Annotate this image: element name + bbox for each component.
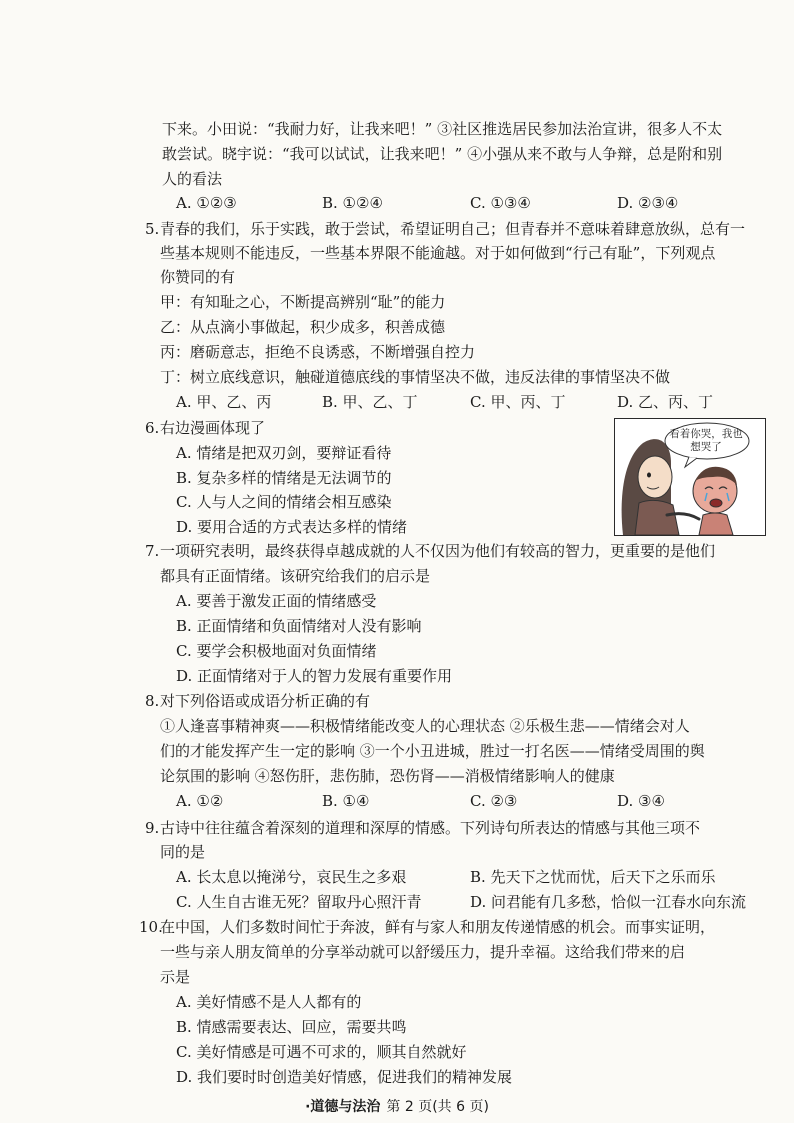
- q5-statement-jia: 甲：有知耻之心，不断提高辨别“耻”的能力: [160, 293, 446, 311]
- q4-continuation-line-3: 人的看法: [162, 170, 223, 188]
- q10-stem-line-1: 在中国，人们多数时间忙于奔波，鲜有与家人和朋友传递情感的机会。而事实证明，: [160, 918, 716, 936]
- q9-option-a: A. 长太息以掩涕兮，哀民生之多艰: [176, 868, 407, 886]
- q4-continuation-line-2: 敢尝试。晓宇说：“我可以试试，让我来吧！” ④小强从来不敢与人争辩，总是附和别: [162, 145, 723, 163]
- q9-stem-line-1: 古诗中往往蕴含着深刻的道理和深厚的情感。下列诗句所表达的情感与其他三项不: [160, 819, 701, 837]
- comic-speech-bubble: 看着你哭，我也想哭了: [669, 428, 743, 453]
- q8-stem: 对下列俗语或成语分析正确的有: [160, 692, 371, 710]
- q5-option-b: B. 甲、乙、丁: [322, 393, 418, 411]
- q9-option-c: C. 人生自古谁无死？留取丹心照汗青: [176, 893, 422, 911]
- q5-statement-yi: 乙：从点滴小事做起，积少成多，积善成德: [160, 318, 446, 336]
- q4-option-c: C. ①③④: [470, 194, 531, 212]
- q5-statement-bing: 丙：磨砺意志，拒绝不良诱惑，不断增强自控力: [160, 343, 476, 361]
- q8-option-d: D. ③④: [617, 792, 665, 810]
- q5-stem-line-2: 些基本规则不能违反，一些基本界限不能逾越。对于如何做到“行己有耻”，下列观点: [160, 244, 716, 262]
- q7-option-b: B. 正面情绪和负面情绪对人没有影响: [176, 617, 422, 635]
- q5-statement-ding: 丁：树立底线意识，触碰道德底线的事情坚决不做，违反法律的事情坚决不做: [160, 368, 671, 386]
- q5-option-a: A. 甲、乙、丙: [176, 393, 272, 411]
- footer-page-number: 第 2 页(共 6 页): [386, 1099, 489, 1115]
- q8-option-b: B. ①④: [322, 792, 370, 810]
- q7-option-c: C. 要学会积极地面对负面情绪: [176, 642, 377, 660]
- q6-option-b: B. 复杂多样的情绪是无法调节的: [176, 469, 392, 487]
- q7-option-d: D. 正面情绪对于人的智力发展有重要作用: [176, 667, 453, 685]
- q9-number: 9.: [145, 819, 160, 837]
- q6-stem: 右边漫画体现了: [160, 419, 266, 437]
- q10-stem-line-3: 示是: [160, 968, 191, 986]
- q9-option-b: B. 先天下之忧而忧，后天下之乐而乐: [470, 868, 716, 886]
- q7-option-a: A. 要善于激发正面的情绪感受: [176, 592, 377, 610]
- q6-option-d: D. 要用合适的方式表达多样的情绪: [176, 518, 408, 536]
- q8-item-line-2: 们的才能发挥产生一定的影响 ③一个小丑进城，胜过一打名医——情绪受周围的舆: [160, 742, 705, 760]
- q7-stem-line-2: 都具有正面情绪。该研究给我们的启示是: [160, 567, 431, 585]
- q5-stem-line-1: 青春的我们，乐于实践，敢于尝试，希望证明自己；但青春并不意味着肆意放纵，总有一: [160, 220, 746, 238]
- q10-option-b: B. 情感需要表达、回应，需要共鸣: [176, 1018, 407, 1036]
- q6-option-a: A. 情绪是把双刃剑，要辩证看待: [176, 444, 392, 462]
- q8-item-line-3: 论氛围的影响 ④怒伤肝，悲伤肺，恐伤肾——消极情绪影响人的健康: [160, 767, 615, 785]
- q9-stem-line-2: 同的是: [160, 843, 206, 861]
- q4-continuation-line-1: 下来。小田说：“我耐力好，让我来吧！” ③社区推选居民参加法治宣讲，很多人不太: [162, 120, 723, 138]
- q10-option-a: A. 美好情感不是人人都有的: [176, 993, 362, 1011]
- q4-option-d: D. ②③④: [617, 194, 679, 212]
- q8-option-a: A. ①②: [176, 792, 224, 810]
- q10-number: 10.: [139, 918, 163, 936]
- q9-option-d: D. 问君能有几多愁，恰似一江春水向东流: [470, 893, 747, 911]
- q10-stem-line-2: 一些与亲人朋友简单的分享举动就可以舒缓压力，提升幸福。这给我们带来的启: [160, 943, 686, 961]
- q7-stem-line-1: 一项研究表明，最终获得卓越成就的人不仅因为他们有较高的智力，更重要的是他们: [160, 542, 716, 560]
- q6-number: 6.: [145, 419, 160, 437]
- q6-option-c: C. 人与人之间的情绪会相互感染: [176, 493, 392, 511]
- q10-option-d: D. 我们要时时创造美好情感，促进我们的精神发展: [176, 1068, 513, 1086]
- q7-number: 7.: [145, 542, 160, 560]
- q10-option-c: C. 美好情感是可遇不可求的，顺其自然就好: [176, 1043, 467, 1061]
- q4-option-a: A. ①②③: [176, 194, 237, 212]
- q4-option-b: B. ①②④: [322, 194, 383, 212]
- page-footer: [0, 1096, 794, 1116]
- q8-option-c: C. ②③: [470, 792, 518, 810]
- footer-subject: ·道德与法治: [305, 1099, 381, 1115]
- q8-number: 8.: [145, 692, 160, 710]
- q5-option-c: C. 甲、丙、丁: [470, 393, 566, 411]
- q5-option-d: D. 乙、丙、丁: [617, 393, 714, 411]
- comic-illustration: [614, 418, 766, 536]
- q5-stem-line-3: 你赞同的有: [160, 268, 236, 286]
- q5-number: 5.: [145, 220, 160, 238]
- q8-item-line-1: ①人逢喜事精神爽——积极情绪能改变人的心理状态 ②乐极生悲——情绪会对人: [160, 717, 690, 735]
